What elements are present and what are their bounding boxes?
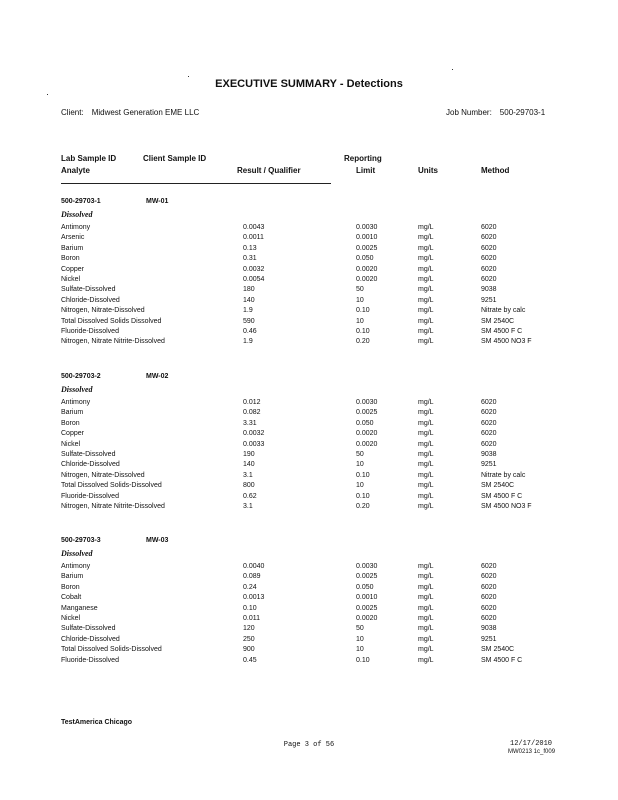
result-cell: 900 [243,646,255,654]
units-cell: mg/L [418,646,434,654]
analyte-cell: Total Dissolved Solids Dissolved [61,317,162,325]
method-cell: 9038 [481,286,497,294]
method-cell: 6020 [481,419,497,427]
limit-cell: 0.050 [356,583,374,591]
units-cell: mg/L [418,482,434,490]
result-cell: 0.0033 [243,440,265,448]
header-analyte: Analyte [61,166,90,175]
result-cell: 0.0032 [243,265,265,273]
analyte-table [0,562,618,666]
result-cell: 0.0054 [243,275,265,283]
lab-sample-id: 500-29703-1 [61,198,101,205]
result-cell: 0.45 [243,656,257,664]
limit-cell: 0.0010 [356,234,378,242]
units-cell: mg/L [418,502,434,510]
units-cell: mg/L [418,224,434,231]
table-row [0,604,618,614]
table-row [0,398,618,408]
limit-cell: 0.050 [356,419,374,427]
analyte-cell: Fluoride-Dissolved [61,492,119,500]
limit-cell: 0.10 [356,471,370,479]
table-row [0,635,618,645]
analyte-table [0,398,618,512]
method-cell: 9251 [481,635,497,643]
table-row [0,450,618,460]
table-row [0,327,618,337]
method-cell: 6020 [481,234,497,242]
result-cell: 180 [243,286,255,294]
result-cell: 0.31 [243,255,257,263]
analyte-cell: Nitrogen, Nitrate-Dissolved [61,471,145,479]
units-cell: mg/L [418,234,434,242]
units-cell: mg/L [418,656,434,664]
analyte-cell: Fluoride-Dissolved [61,656,119,664]
method-cell: 9038 [481,625,497,633]
limit-cell: 0.10 [356,656,370,664]
result-cell: 140 [243,296,255,304]
limit-cell: 0.0020 [356,430,378,438]
client-sample-id: MW-01 [146,198,169,205]
limit-cell: 0.0025 [356,604,378,612]
table-row [0,593,618,603]
method-cell: 6020 [481,440,497,448]
limit-cell: 10 [356,296,364,304]
analyte-cell: Boron [61,583,80,591]
analyte-cell: Total Dissolved Solids-Dissolved [61,482,162,490]
client-label: Client: [61,108,84,117]
result-cell: 0.13 [243,244,257,252]
units-cell: mg/L [418,625,434,633]
result-cell: 140 [243,461,255,469]
analyte-cell: Chloride-Dissolved [61,461,120,469]
analyte-cell: Nickel [61,275,81,283]
table-row [0,306,618,316]
table-row [0,275,618,285]
limit-cell: 10 [356,461,364,469]
result-cell: 800 [243,482,255,490]
scan-speck [452,69,453,70]
units-cell: mg/L [418,583,434,591]
units-cell: mg/L [418,604,434,612]
limit-cell: 50 [356,450,364,458]
result-cell: 0.0011 [243,234,264,242]
group-label: Dissolved [61,210,93,219]
table-row [0,562,618,572]
result-cell: 0.0013 [243,594,265,602]
analyte-cell: Sulfate-Dissolved [61,450,116,458]
limit-cell: 0.0020 [356,440,378,448]
method-cell: 6020 [481,409,497,417]
units-cell: mg/L [418,430,434,438]
units-cell: mg/L [418,440,434,448]
method-cell: 6020 [481,224,497,231]
limit-cell: 10 [356,317,364,325]
result-cell: 0.62 [243,492,257,500]
table-row [0,265,618,275]
header-units: Units [418,166,438,175]
result-cell: 0.089 [243,573,261,581]
analyte-cell: Nitrogen, Nitrate Nitrite-Dissolved [61,502,165,510]
limit-cell: 0.10 [356,327,370,335]
method-cell: 6020 [481,430,497,438]
header-method: Method [481,166,510,175]
result-cell: 1.9 [243,338,253,346]
limit-cell: 0.0030 [356,399,378,406]
limit-cell: 0.0030 [356,563,378,570]
units-cell: mg/L [418,296,434,304]
limit-cell: 0.0020 [356,265,378,273]
result-cell: 0.24 [243,583,257,591]
job-number-value: 500-29703-1 [499,108,546,117]
header-limit: Limit [356,166,376,175]
limit-cell: 0.20 [356,502,370,510]
client-name: Midwest Generation EME LLC [91,108,200,117]
table-row [0,656,618,666]
table-row [0,460,618,470]
table-row [0,223,618,233]
job-number-line [446,108,545,117]
method-cell: 6020 [481,583,497,591]
method-cell: Nitrate by calc [481,471,526,479]
footer-lab-name: TestAmerica Chicago [61,719,133,726]
table-row [0,337,618,347]
result-cell: 0.012 [243,399,261,406]
units-cell: mg/L [418,338,434,346]
analyte-cell: Antimony [61,399,91,406]
method-cell: SM 4500 F C [481,327,523,335]
analyte-cell: Copper [61,265,84,273]
client-line [61,108,199,117]
limit-cell: 50 [356,286,364,294]
method-cell: 6020 [481,594,497,602]
result-cell: 3.31 [243,419,257,427]
table-row [0,502,618,512]
table-row [0,408,618,418]
result-cell: 0.10 [243,604,257,612]
page-title: EXECUTIVE SUMMARY - Detections [215,78,403,90]
limit-cell: 0.10 [356,492,370,500]
limit-cell: 0.0010 [356,594,378,602]
analyte-cell: Fluoride-Dissolved [61,327,119,335]
header-rule [61,183,331,184]
result-cell: 3.1 [243,471,253,479]
units-cell: mg/L [418,492,434,500]
table-row [0,645,618,655]
table-row [0,481,618,491]
units-cell: mg/L [418,563,434,570]
header-lab-sample-id: Lab Sample ID [61,154,117,163]
method-cell: 6020 [481,614,497,622]
analyte-cell: Chloride-Dissolved [61,296,120,304]
units-cell: mg/L [418,244,434,252]
analyte-cell: Total Dissolved Solids-Dissolved [61,646,162,654]
limit-cell: 10 [356,635,364,643]
result-cell: 0.082 [243,409,261,417]
table-row [0,492,618,502]
group-label: Dissolved [61,549,93,558]
units-cell: mg/L [418,471,434,479]
units-cell: mg/L [418,594,434,602]
group-label: Dissolved [61,385,93,394]
method-cell: 6020 [481,275,497,283]
result-cell: 0.0043 [243,224,265,231]
table-row [0,244,618,254]
method-cell: 9038 [481,450,497,458]
analyte-cell: Cobalt [61,594,82,602]
limit-cell: 10 [356,646,364,654]
analyte-cell: Boron [61,255,80,263]
analyte-cell: Boron [61,419,80,427]
units-cell: mg/L [418,614,434,622]
units-cell: mg/L [418,419,434,427]
footer-code: MW0213 1c_f009 [508,749,556,755]
units-cell: mg/L [418,317,434,325]
footer-page-number: Page 3 of 56 [283,741,335,749]
analyte-cell: Copper [61,430,84,438]
method-cell: 6020 [481,255,497,263]
limit-cell: 0.10 [356,307,370,315]
header-client-sample-id: Client Sample ID [143,154,207,163]
units-cell: mg/L [418,399,434,406]
result-cell: 1.9 [243,307,253,315]
lab-sample-id: 500-29703-3 [61,537,101,544]
method-cell: 6020 [481,563,497,570]
lab-sample-id: 500-29703-2 [61,373,101,380]
analyte-cell: Chloride-Dissolved [61,635,120,643]
analyte-cell: Barium [61,573,84,581]
result-cell: 250 [243,635,255,643]
table-row [0,419,618,429]
units-cell: mg/L [418,307,434,315]
result-cell: 120 [243,625,255,633]
units-cell: mg/L [418,327,434,335]
table-row [0,296,618,306]
table-row [0,572,618,582]
analyte-cell: Antimony [61,563,91,570]
analyte-cell: Barium [61,409,84,417]
result-cell: 3.1 [243,502,253,510]
analyte-cell: Nickel [61,614,81,622]
units-cell: mg/L [418,255,434,263]
limit-cell: 0.0025 [356,409,378,417]
method-cell: Nitrate by calc [481,307,526,315]
method-cell: SM 4500 NO3 F [481,338,532,346]
analyte-cell: Manganese [61,604,98,612]
method-cell: SM 2540C [481,317,515,325]
analyte-cell: Nitrogen, Nitrate Nitrite-Dissolved [61,338,165,346]
table-row [0,317,618,327]
limit-cell: 0.0020 [356,275,378,283]
method-cell: SM 4500 F C [481,492,523,500]
table-row [0,254,618,264]
result-cell: 0.0040 [243,563,265,570]
result-cell: 190 [243,450,255,458]
units-cell: mg/L [418,573,434,581]
analyte-cell: Antimony [61,224,91,231]
header-reporting: Reporting [344,154,382,163]
method-cell: SM 2540C [481,482,515,490]
client-sample-id: MW-02 [146,373,169,380]
units-cell: mg/L [418,265,434,273]
method-cell: SM 4500 F C [481,656,523,664]
limit-cell: 0.20 [356,338,370,346]
limit-cell: 0.0030 [356,224,378,231]
table-row [0,583,618,593]
limit-cell: 0.0025 [356,244,378,252]
units-cell: mg/L [418,286,434,294]
table-row [0,440,618,450]
units-cell: mg/L [418,450,434,458]
limit-cell: 0.0020 [356,614,378,622]
method-cell: 9251 [481,461,497,469]
units-cell: mg/L [418,635,434,643]
table-row [0,471,618,481]
table-row [0,429,618,439]
method-cell: 6020 [481,265,497,273]
result-cell: 0.011 [243,614,260,622]
units-cell: mg/L [418,461,434,469]
method-cell: 6020 [481,604,497,612]
result-cell: 0.0032 [243,430,265,438]
scan-speck [47,94,48,95]
analyte-cell: Arsenic [61,234,85,242]
result-cell: 590 [243,317,255,325]
client-sample-id: MW-03 [146,537,169,544]
method-cell: 6020 [481,244,497,252]
analyte-cell: Sulfate-Dissolved [61,286,116,294]
analyte-cell: Nitrogen, Nitrate-Dissolved [61,307,145,315]
limit-cell: 0.0025 [356,573,378,581]
units-cell: mg/L [418,409,434,417]
analyte-cell: Sulfate-Dissolved [61,625,116,633]
job-number-label: Job Number: [446,108,492,117]
method-cell: 6020 [481,573,497,581]
table-row [0,233,618,243]
analyte-cell: Barium [61,244,84,252]
table-row [0,614,618,624]
limit-cell: 10 [356,482,364,490]
result-cell: 0.46 [243,327,257,335]
scan-speck [188,76,189,77]
method-cell: 9251 [481,296,497,304]
analyte-cell: Nickel [61,440,81,448]
limit-cell: 0.050 [356,255,374,263]
table-row [0,624,618,634]
analyte-table [0,223,618,348]
limit-cell: 50 [356,625,364,633]
units-cell: mg/L [418,275,434,283]
method-cell: SM 2540C [481,646,515,654]
method-cell: 6020 [481,399,497,406]
header-result: Result / Qualifier [237,166,301,175]
footer-date: 12/17/2010 [510,740,553,748]
table-row [0,285,618,295]
method-cell: SM 4500 NO3 F [481,502,532,510]
